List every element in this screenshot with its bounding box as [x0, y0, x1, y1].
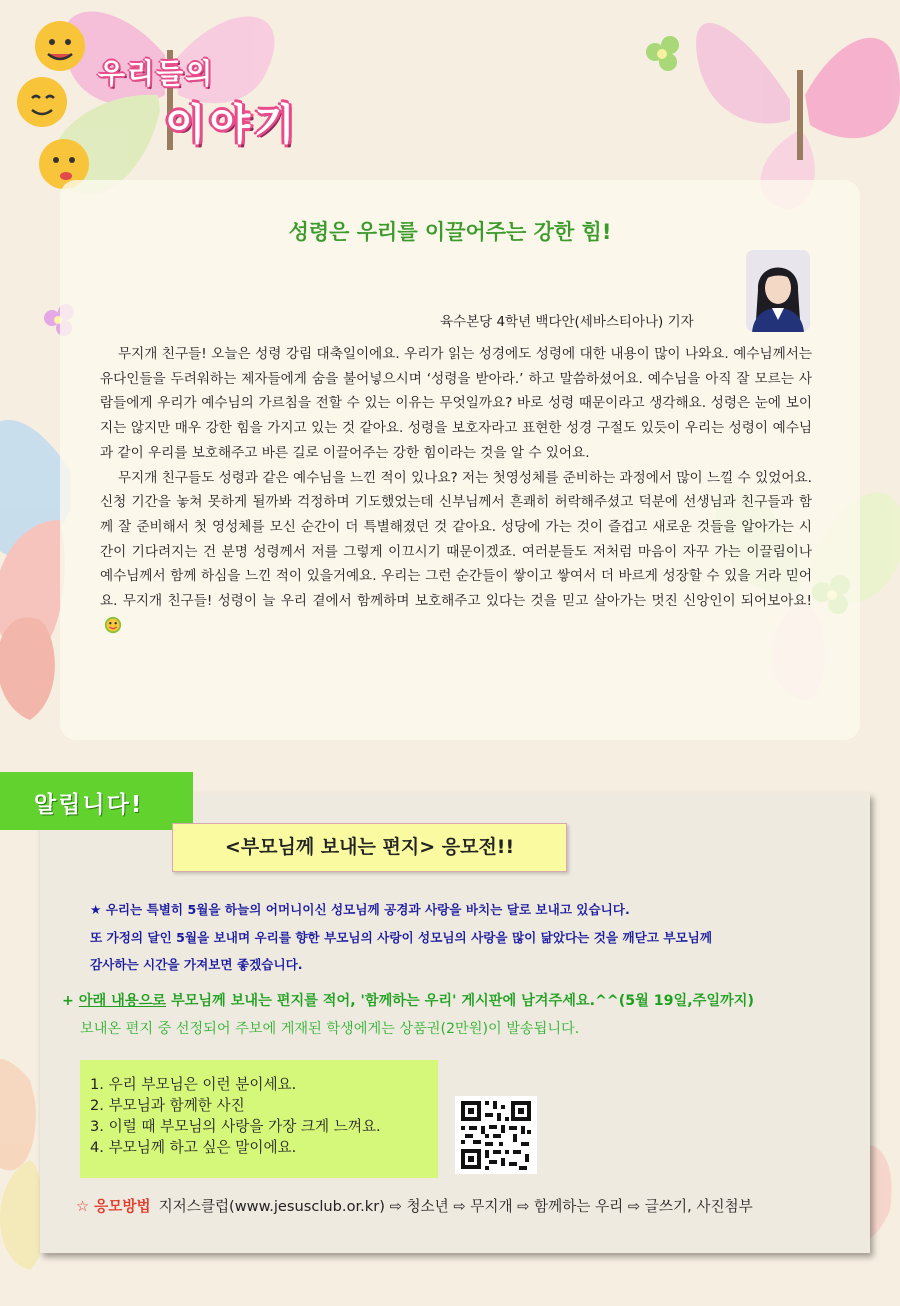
- list-item: 4. 부모님께 하고 싶은 말이에요.: [90, 1139, 297, 1156]
- reporter-photo: [746, 250, 810, 332]
- smiley-sun-icon: [35, 21, 85, 71]
- header-small-title: 우리들의: [98, 57, 215, 90]
- star-icon: ★: [90, 902, 102, 917]
- article-paragraph: 무지개 친구들! 오늘은 성령 강림 대축일이에요. 우리가 읽는 성경에도 성령에 대한 내용이 많이 나와요. 예수님께서는 유다인들을 두려워하는 제자들에게 숨을 불어넣으시며 ‘성령을 받아라.’ 하고 말씀하셨어요. 예수님을 아직 잘 모르는 사람들에게 우리가 예수님의 가르침을 전할 수 있는 이유는 무엇일까요? 바로 성령 때문이라고 생각해요. 성령은 눈에 보이지는 않지만 매우 강한 힘을 가지고 있는 것 같아요. 성령을 보호자라고 표현한 성경 구절도 있듯이 우리는 성령이 예수님과 같이 우리를 보호해주고 바른 길로 이끌어주는 강한 힘이라는 것을 알 수 있어요.: [100, 346, 812, 461]
- instruction-underlined: 아래 내용으로: [78, 993, 166, 1009]
- entry-method: [76, 1195, 876, 1216]
- intro-line: 또 가정의 달인 5월을 보내며 우리를 향한 부모님의 사랑이 성모님의 사랑을 많이 닮았다는 것을 깨닫고 부모님께: [90, 929, 712, 945]
- list-item: 3. 이럴 때 부모님의 사랑을 가장 크게 느껴요.: [90, 1118, 381, 1135]
- notice-tab: 알립니다!: [0, 772, 193, 830]
- intro-line: [90, 896, 850, 924]
- article-paragraph: [100, 466, 812, 639]
- article-body: [100, 342, 812, 638]
- instruction-prefix: +: [62, 993, 79, 1009]
- smiley-sun-icon: [17, 77, 67, 127]
- qr-code-icon[interactable]: [455, 1096, 537, 1174]
- byline: 육수본당 4학년 백다안(세바스티아나) 기자: [440, 314, 694, 330]
- smiley-icon: [104, 616, 122, 634]
- header-big-title: 이야기: [165, 100, 299, 149]
- method-text: 지저스클럽(www.jesusclub.or.kr) ⇨ 청소년 ⇨ 무지개 ⇨ 함께하는 우리 ⇨ 글쓰기, 사진첨부: [158, 1198, 753, 1215]
- letter-contents-list: [80, 1060, 438, 1178]
- article-title: 성령은 우리를 이끌어주는 강한 힘!: [288, 220, 612, 244]
- instruction-rest: 부모님께 보내는 편지를 적어, '함께하는 우리' 게시판에 남겨주세요.^^(5월 19일,주일까지): [166, 993, 754, 1009]
- notice-intro: [90, 896, 850, 979]
- award-text: 보내온 편지 중 선정되어 주보에 게재된 학생에게는 상품권(2만원)이 발송됩니다.: [80, 1021, 580, 1037]
- intro-line-text: 우리는 특별히 5월을 하늘의 어머니이신 성모님께 공경과 사랑을 바치는 달로 보내고 있습니다.: [105, 902, 630, 917]
- list-item: 2. 부모님과 함께한 사진: [90, 1097, 245, 1114]
- list-item: 1. 우리 부모님은 이런 분이세요.: [90, 1076, 297, 1093]
- article-paragraph-text: 무지개 친구들도 성령과 같은 예수님을 느낀 적이 있나요? 저는 첫영성체를 준비하는 과정에서 많이 느낄 수 있었어요. 신청 기간을 놓쳐 못하게 될까봐 걱정하며 기도했었는데 신부님께서 흔쾌히 허락해주셨고 덕분에 선생님과 친구들과 함께 잘 준비해서 첫 영성체를 모신 순간이 더 특별해졌던 것 같아요. 성당에 가는 것이 즐겁고 새로운 것들을 알아가는 시간이 기다려지는 건 분명 성령께서 저를 그렇게 이끄시기 때문이겠죠. 여러분들도 저처럼 마음이 자꾸 가는 이끌림이나 예수님께서 함께 하심을 느낀 적이 있을거예요. 우리는 그런 순간들이 쌓이고 쌓여서 더 바르게 성장할 수 있을 거라 믿어요. 무지개 친구들! 성령이 늘 우리 곁에서 함께하며 보호해주고 있다는 것을 믿고 살아가는 멋진 신앙인이 되어보아요!: [100, 469, 812, 610]
- method-label: ☆ 응모방법: [76, 1198, 151, 1215]
- instruction: [62, 990, 862, 1010]
- intro-line: 감사하는 시간을 가져보면 좋겠습니다.: [90, 957, 303, 972]
- contest-title: <부모님께 보내는 편지> 응모전!!: [172, 823, 567, 872]
